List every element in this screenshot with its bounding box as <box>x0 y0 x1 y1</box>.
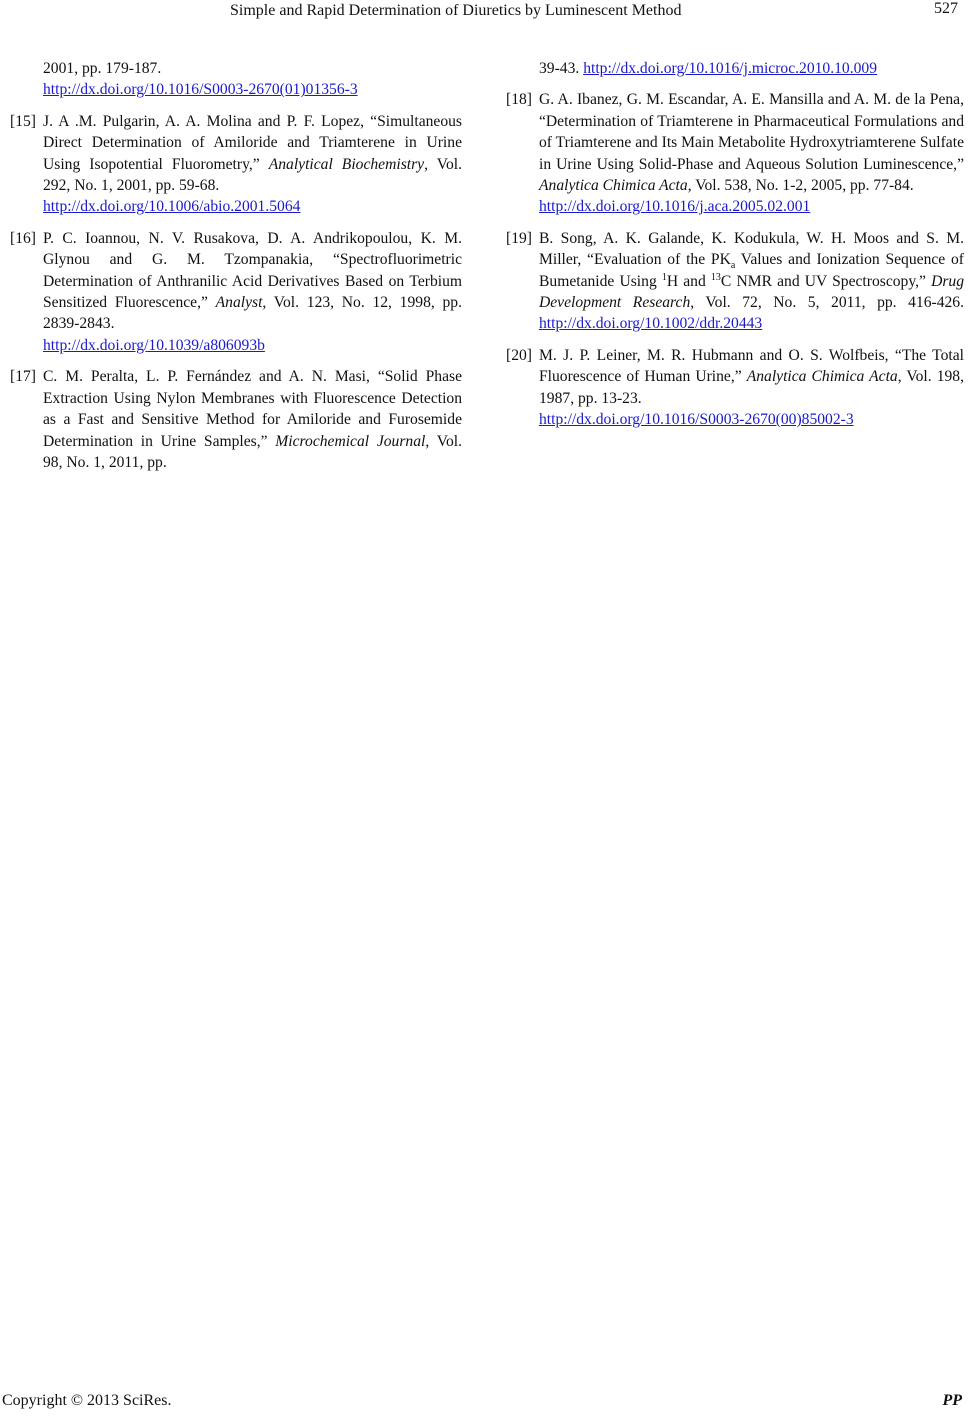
page-header <box>0 0 968 30</box>
reference-number: [17] <box>10 368 36 386</box>
reference-17 <box>10 366 462 473</box>
reference-number: [18] <box>506 91 532 109</box>
reference-text: C NMR and UV Spectroscopy,” <box>720 272 932 290</box>
reference-details: , Vol. 98, No. 1, 2011, pp. <box>43 432 462 471</box>
reference-15 <box>10 111 462 218</box>
left-column <box>10 58 462 483</box>
reference-text: C. M. Peralta, L. P. Fernández and A. N. Masi, “Solid Phase Extraction Using Nylon Membranes with Fluorescence Detection as a Fast and Sensitive Method for Amiloride and Furosemide Determination in Urine Samples,” <box>43 368 462 450</box>
reference-text: G. A. Ibanez, G. M. Escandar, A. E. Mansilla and A. M. de la Pena, “Determination of Triamterene in Pharmaceutical Formulations and of Triamterene and Its Main Metabolite Hydroxytriamterene Sulfate in Urine Using Solid-Phase and Aqueous Solution Luminescence,” <box>539 91 964 173</box>
doi-link[interactable]: http://dx.doi.org/10.1006/abio.2001.5064 <box>43 198 301 216</box>
reference-text: B. Song, A. K. Galande, K. Kodukula, W. H. Moos and S. M. Miller, “Evaluation of the PK <box>539 229 964 269</box>
journal-name: Analytica Chimica Acta <box>746 368 898 386</box>
doi-link[interactable]: http://dx.doi.org/10.1016/S0003-2670(01)01356-3 <box>43 81 358 99</box>
reference-details: , Vol. 123, No. 12, 1998, pp. 2839-2843. <box>43 294 462 333</box>
reference-details: , Vol. 538, No. 1-2, 2005, pp. 77-84. <box>687 177 914 195</box>
reference-continuation <box>506 58 964 79</box>
journal-name: Analytica Chimica Acta <box>539 177 688 195</box>
journal-code: PP <box>942 1392 962 1409</box>
reference-number: [19] <box>506 229 532 247</box>
reference-19 <box>506 228 964 335</box>
reference-details: , Vol. 72, No. 5, 2011, pp. 416-426. <box>690 294 965 312</box>
doi-link[interactable]: http://dx.doi.org/10.1016/j.microc.2010.10.009 <box>583 60 878 77</box>
reference-number: [20] <box>506 346 532 364</box>
running-title: Simple and Rapid Determination of Diuretics by Luminescent Method <box>230 2 682 19</box>
reference-continuation <box>10 58 462 101</box>
page-number: 527 <box>934 0 958 17</box>
doi-link[interactable]: http://dx.doi.org/10.1016/S0003-2670(00)85002-3 <box>539 411 854 429</box>
reference-18 <box>506 89 964 217</box>
journal-name: Drug Development Research <box>539 272 965 312</box>
page-footer <box>0 1392 968 1414</box>
reference-20 <box>506 345 964 431</box>
reference-number: [15] <box>10 112 36 130</box>
doi-link[interactable]: http://dx.doi.org/10.1039/a806093b <box>43 336 265 354</box>
continuation-text: 39-43. <box>539 60 584 77</box>
reference-text: M. J. P. Leiner, M. R. Hubmann and O. S. Wolfbeis, “The Total Fluorescence of Human Urine,” <box>539 346 964 386</box>
copyright-notice: Copyright © 2013 SciRes. <box>2 1392 172 1409</box>
journal-name: Analyst <box>215 294 263 312</box>
superscript: 1 <box>661 271 667 283</box>
journal-name: Microchemical Journal <box>275 432 426 450</box>
reference-16 <box>10 228 462 356</box>
reference-text: H and <box>666 272 711 290</box>
right-column <box>506 58 964 441</box>
superscript: 13 <box>710 271 721 283</box>
reference-number: [16] <box>10 229 36 247</box>
reference-text: J. A .M. Pulgarin, A. A. Molina and P. F. Lopez, “Simultaneous Direct Determination of Amiloride and Triamterene in Urine Using Isopotential Fluorometry,” <box>43 112 462 173</box>
reference-details: , Vol. 198, 1987, pp. 13-23. <box>539 368 964 407</box>
reference-text: P. C. Ioannou, N. V. Rusakova, D. A. Andrikopoulou, K. M. Glynou and G. M. Tzompanakia, “Spectrofluorimetric Determination of Anthranilic Acid Derivatives Based on Terbium Sensitized Fluorescence,” <box>43 229 462 312</box>
continuation-text: 2001, pp. 179-187. <box>43 60 162 77</box>
journal-name: Analytical Biochemistry <box>268 155 425 173</box>
doi-link[interactable]: http://dx.doi.org/10.1002/ddr.20443 <box>539 315 763 333</box>
subscript: a <box>730 260 736 272</box>
reference-text: Values and Ionization Sequence of Bumetanide Using <box>539 251 964 290</box>
doi-link[interactable]: http://dx.doi.org/10.1016/j.aca.2005.02.001 <box>539 198 811 216</box>
reference-details: , Vol. 292, No. 1, 2001, pp. 59-68. <box>43 155 463 195</box>
